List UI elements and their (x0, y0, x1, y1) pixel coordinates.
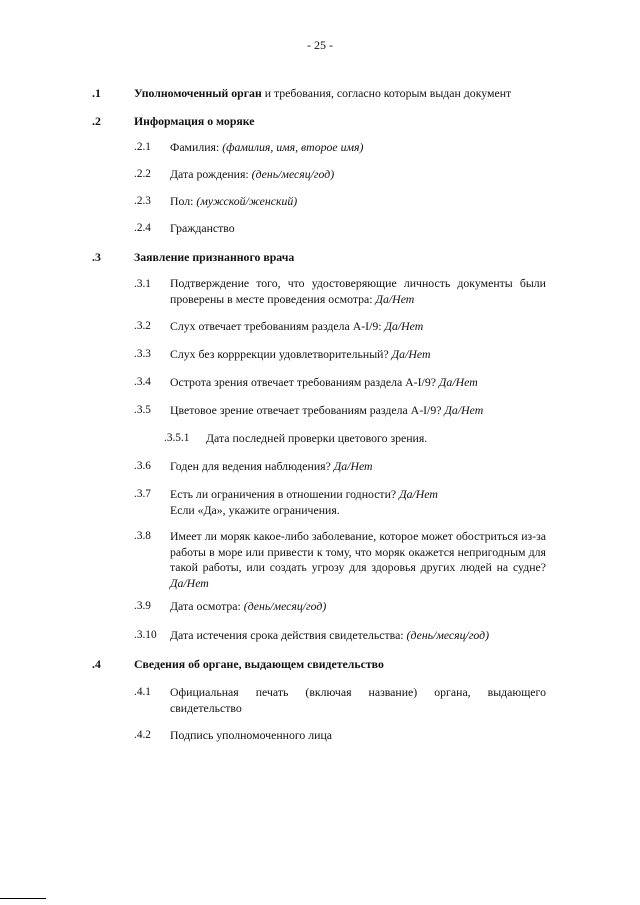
item-text: Годен для ведения наблюдения? Да/Нет (170, 459, 373, 473)
item-number: .3.8 (134, 530, 151, 542)
item-number: .3.10 (134, 629, 157, 641)
item-text: Острота зрения отвечает требованиям раздела A-I/9? Да/Нет (170, 375, 478, 389)
section-title: Сведения об органе, выдающем свидетельство (134, 657, 384, 671)
section-title: Уполномоченный орган и требования, согласно которым выдан документ (134, 86, 512, 100)
section-number: .3 (92, 250, 101, 264)
item-number: .3.2 (134, 320, 151, 332)
subitem-text: Дата последней проверки цветового зрения. (206, 431, 428, 445)
item-text: Дата истечения срока действия свидетельства: (день/месяц/год) (170, 628, 490, 642)
item-text: Официальная печать (включая название) органа, выдающего свидетельство (170, 685, 546, 715)
item-text: Подтверждение того, что удостоверяющие личность документы были проверены в месте проведения осмотра: Да/Нет (170, 276, 546, 306)
item-number: .3.1 (134, 278, 151, 290)
item-text: Имеет ли моряк какое-либо заболевание, которое может обостриться из-за работы в море или привести к тому, что моряк окажется непригодным для такой работы, или создать угрозу для здоровья других людей на судне? Да/Нет (170, 529, 546, 590)
item-text: Фамилия: (фамилия, имя, второе имя) (170, 140, 364, 154)
item-text: Слух без корррекции удовлетворительный? Да/Нет (170, 347, 431, 361)
scan-edge-rule (0, 898, 46, 899)
item-number: .3.7 (134, 488, 151, 500)
item-number: .3.5 (134, 404, 151, 416)
item-number: .2.1 (134, 141, 151, 153)
item-text: Дата осмотра: (день/месяц/год) (170, 599, 327, 613)
section-number: .1 (92, 86, 101, 100)
item-text: Цветовое зрение отвечает требованиям раздела A-I/9? Да/Нет (170, 403, 484, 417)
section-title: Заявление признанного врача (134, 250, 295, 264)
subitem-number: .3.5.1 (164, 432, 190, 444)
item-number: .4.1 (134, 686, 151, 698)
section-title: Информация о моряке (134, 114, 255, 128)
item-text: Есть ли ограничения в отношении годности? Да/Нет Если «Да», укажите ограничения. (170, 487, 438, 517)
item-text: Пол: (мужской/женский) (170, 194, 298, 208)
item-text: Гражданство (170, 221, 235, 235)
item-number: .3.9 (134, 600, 151, 612)
item-text: Подпись уполномоченного лица (170, 728, 332, 742)
item-text: Слух отвечает требованиям раздела A-I/9: Да/Нет (170, 319, 424, 333)
section-number: .4 (92, 657, 101, 671)
item-number: .2.4 (134, 222, 151, 234)
item-number: .2.3 (134, 195, 151, 207)
item-number: .2.2 (134, 168, 151, 180)
item-number: .3.3 (134, 348, 151, 360)
item-text: Дата рождения: (день/месяц/год) (170, 167, 335, 181)
page-number: - 25 - (307, 38, 333, 52)
item-number: .3.6 (134, 460, 151, 472)
section-number: .2 (92, 114, 101, 128)
item-number: .3.4 (134, 376, 151, 388)
item-number: .4.2 (134, 729, 151, 741)
